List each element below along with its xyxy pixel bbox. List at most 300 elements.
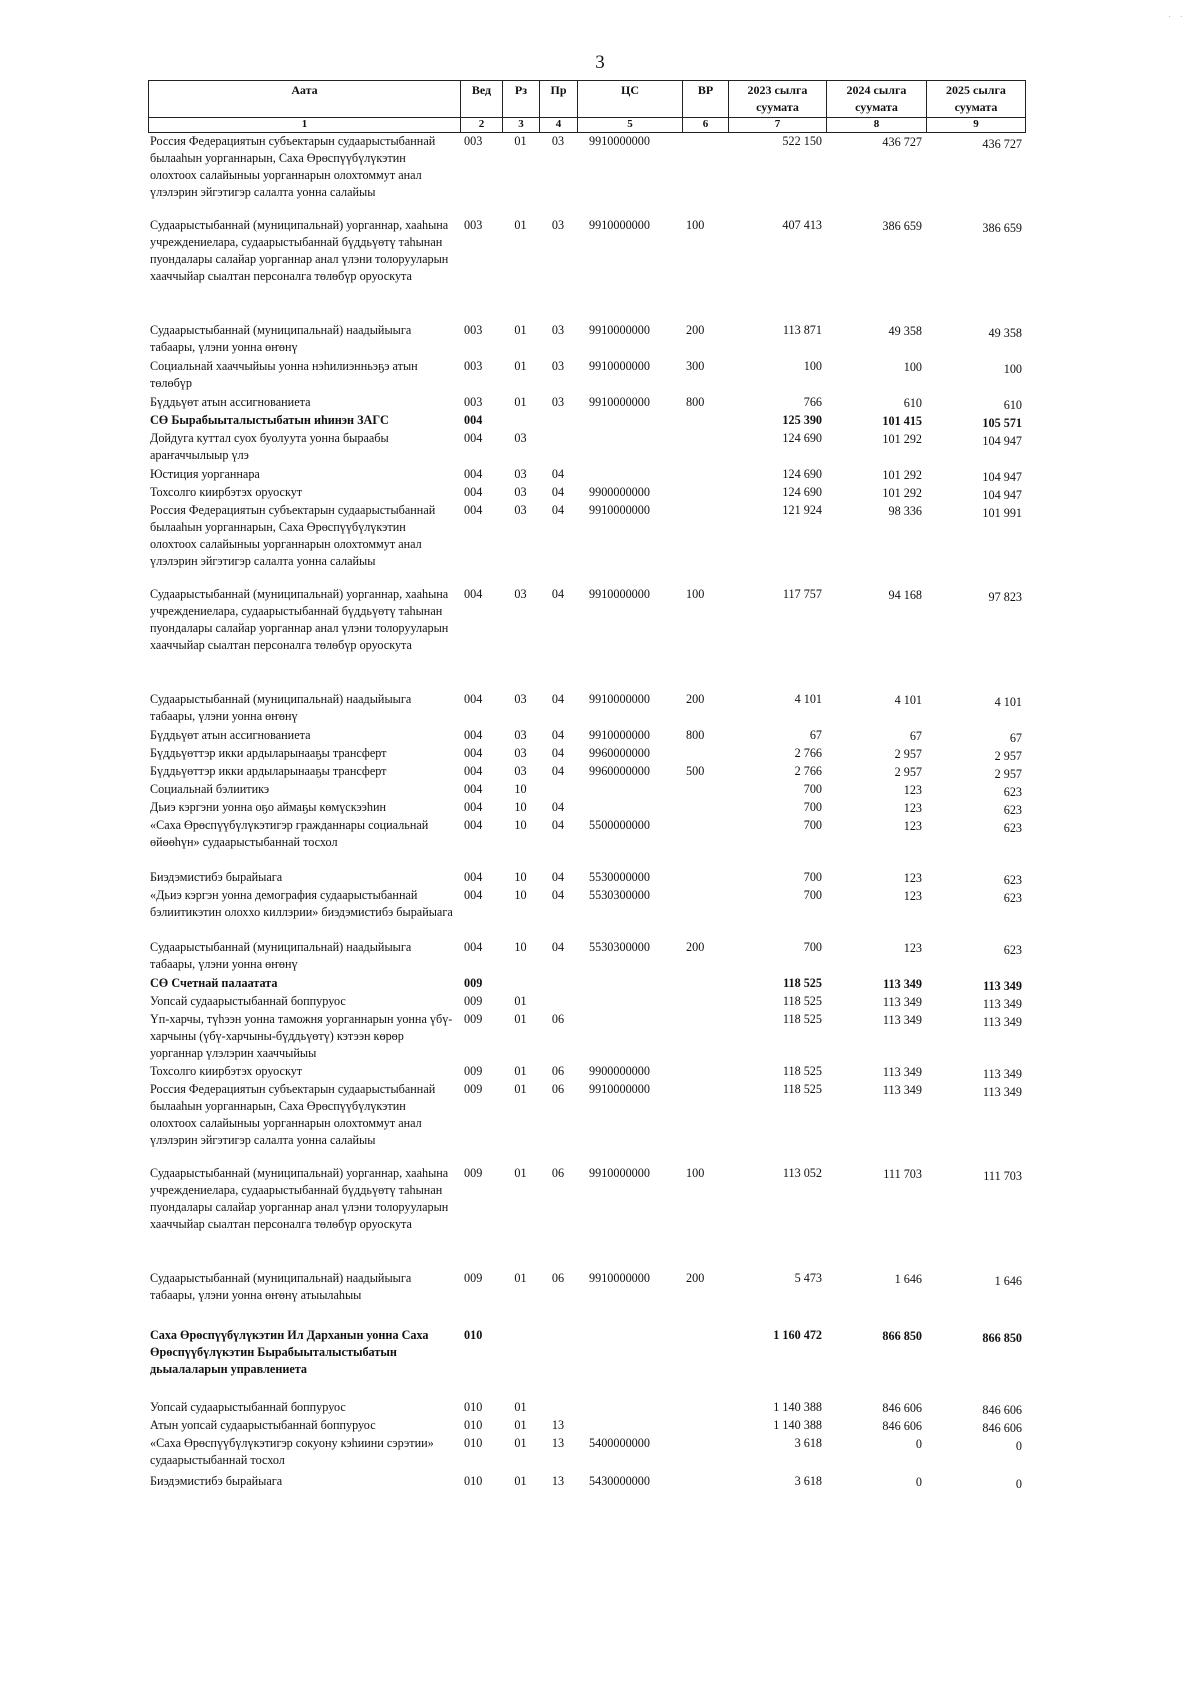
cell-y2025: 101 991: [982, 506, 1022, 520]
cell-vr: [682, 745, 728, 763]
cell-cs: [577, 975, 682, 993]
table-body: [148, 133, 1026, 1491]
cell-cs: 5500000000: [589, 818, 650, 832]
table-row: [148, 869, 1026, 887]
cell-rz: 10: [514, 818, 527, 832]
cell-y2025: 113 349: [982, 1085, 1022, 1099]
cell-y2025: 104 947: [982, 488, 1022, 502]
table-row: [148, 217, 1026, 322]
table-row: [148, 993, 1026, 1011]
cell-cs: [577, 781, 682, 799]
cell-name: «Саха Өрөспүүбүлүкэтигэр сокуону кэһиини сэрэтии» судаарыстыбаннай тосхол: [150, 1436, 434, 1467]
cell-rz: [502, 975, 539, 993]
column-number: 7: [728, 118, 826, 132]
cell-vr: 100: [686, 587, 705, 601]
cell-y2025: 846 606: [982, 1403, 1022, 1417]
cell-name: Юстиция уорганнара: [150, 467, 260, 481]
cell-name: Бүддьүөт атын ассигнованиета: [150, 728, 311, 742]
table-row: [148, 1011, 1026, 1063]
page-number: 3: [595, 52, 605, 73]
cell-y2024: 610: [903, 396, 922, 410]
table-row: [148, 939, 1026, 975]
cell-y2023: 121 924: [782, 503, 822, 517]
cell-y2024: 111 703: [883, 1167, 922, 1181]
cell-y2024: 94 168: [888, 588, 922, 602]
table-row: [148, 887, 1026, 939]
cell-ved: 004: [464, 746, 483, 760]
cell-rz: 03: [514, 467, 527, 481]
cell-y2024: 49 358: [888, 324, 922, 338]
cell-y2023: 407 413: [782, 218, 822, 232]
cell-ved: 004: [464, 782, 483, 796]
cell-pr: 06: [551, 1082, 565, 1096]
cell-name: Социальнай бэлиитикэ: [150, 782, 270, 796]
column-number: 4: [539, 118, 577, 132]
cell-vr: 200: [686, 323, 705, 337]
cell-y2024: 101 292: [882, 468, 922, 482]
cell-pr: 06: [551, 1064, 565, 1078]
cell-y2025: 623: [1003, 785, 1022, 799]
cell-name: Уопсай судаарыстыбаннай боппуруос: [150, 994, 346, 1008]
cell-cs: 9910000000: [589, 395, 650, 409]
cell-y2023: 117 757: [782, 587, 822, 601]
header-cell: Аата: [148, 81, 460, 117]
column-number: 5: [577, 118, 682, 132]
cell-vr: [682, 1473, 728, 1491]
cell-y2023: 1 140 388: [773, 1400, 822, 1414]
cell-pr: 06: [551, 1012, 565, 1026]
cell-cs: 5530300000: [589, 888, 650, 902]
column-number: 1: [148, 118, 460, 132]
cell-cs: 9910000000: [589, 503, 650, 517]
cell-y2024: 0: [915, 1475, 922, 1489]
cell-vr: [682, 1417, 728, 1435]
cell-cs: [577, 1417, 682, 1435]
cell-y2024: 113 349: [882, 1013, 922, 1027]
cell-cs: [577, 1399, 682, 1417]
cell-rz: 01: [514, 395, 527, 409]
cell-y2024: 866 850: [882, 1329, 922, 1343]
cell-ved: 003: [464, 395, 483, 409]
table-row: [148, 1270, 1026, 1327]
cell-name: «Дьиэ кэргэн уонна демография судаарыстыбаннай бэлиитикэтин олоххо киллэрии» биэдэмистибэ бырайыага: [150, 888, 453, 919]
cell-cs: 9910000000: [589, 1271, 650, 1285]
cell-rz: 10: [514, 800, 527, 814]
table-row: [148, 691, 1026, 727]
cell-ved: 003: [464, 218, 483, 232]
cell-pr: 04: [551, 728, 565, 742]
cell-y2023: 1 140 388: [773, 1418, 822, 1432]
cell-ved: 004: [464, 692, 483, 706]
cell-y2025: 4 101: [994, 695, 1022, 709]
cell-pr: [539, 412, 577, 430]
cell-pr: 04: [551, 467, 565, 481]
cell-y2023: 5 473: [794, 1271, 822, 1285]
cell-vr: [682, 975, 728, 993]
cell-pr: 03: [551, 218, 565, 232]
cell-rz: 01: [514, 1436, 527, 1450]
cell-ved: 004: [464, 503, 483, 517]
cell-name: Бүддьүөт атын ассигнованиета: [150, 395, 311, 409]
cell-rz: 01: [514, 1474, 527, 1488]
cell-rz: 01: [514, 323, 527, 337]
cell-y2023: 118 525: [783, 976, 822, 990]
cell-ved: 009: [464, 976, 483, 990]
cell-y2025: 113 349: [982, 1067, 1022, 1081]
cell-ved: 004: [464, 888, 483, 902]
cell-cs: 9910000000: [589, 692, 650, 706]
cell-ved: 010: [464, 1474, 483, 1488]
header-cell: Пр: [539, 81, 577, 117]
cell-cs: 9910000000: [589, 1082, 650, 1096]
cell-ved: 004: [464, 764, 483, 778]
table-row: [148, 358, 1026, 394]
cell-y2023: 118 525: [782, 1082, 822, 1096]
cell-pr: 04: [551, 503, 565, 517]
column-number: 8: [826, 118, 926, 132]
table-row: [148, 322, 1026, 358]
cell-vr: [682, 799, 728, 817]
cell-y2023: 100: [803, 359, 822, 373]
cell-y2025: 49 358: [988, 326, 1022, 340]
cell-cs: 5400000000: [589, 1436, 650, 1450]
cell-pr: 13: [551, 1474, 565, 1488]
cell-cs: [577, 430, 682, 466]
cell-ved: 010: [464, 1328, 483, 1342]
header-cell: 2023 сылга суумата: [728, 81, 826, 117]
cell-rz: 01: [514, 1012, 527, 1026]
cell-ved: 004: [464, 587, 483, 601]
cell-vr: 500: [686, 764, 705, 778]
header-cell: Рз: [502, 81, 539, 117]
cell-y2025: 623: [1003, 873, 1022, 887]
cell-cs: 5530000000: [589, 870, 650, 884]
cell-ved: 004: [464, 728, 483, 742]
cell-vr: 200: [686, 940, 705, 954]
column-number: 6: [682, 118, 728, 132]
cell-vr: [682, 466, 728, 484]
cell-pr: 03: [551, 359, 565, 373]
cell-vr: 200: [686, 692, 705, 706]
cell-rz: 03: [514, 485, 527, 499]
table-row: [148, 799, 1026, 817]
cell-y2023: 125 390: [782, 413, 822, 427]
cell-y2024: 2 957: [894, 747, 922, 761]
table-row: [148, 133, 1026, 217]
cell-name: Атын уопсай судаарыстыбаннай боппуруос: [150, 1418, 376, 1432]
cell-y2024: 436 727: [882, 135, 922, 149]
cell-y2025: 0: [1015, 1439, 1022, 1453]
cell-pr: [539, 430, 577, 466]
cell-y2024: 1 646: [894, 1272, 922, 1286]
table-row: [148, 502, 1026, 586]
cell-vr: 800: [686, 395, 705, 409]
cell-y2023: 766: [803, 395, 822, 409]
cell-name: Биэдэмистибэ бырайыага: [150, 1474, 283, 1488]
cell-y2025: 67: [1009, 731, 1022, 745]
cell-pr: 04: [551, 800, 565, 814]
cell-vr: 100: [686, 218, 705, 232]
cell-name: Саха Өрөспүүбүлүкэтин Ил Дарханын уонна Саха Өрөспүүбүлүкэтин Бырабыыталыстыбатын дьыалаларын управлениета: [150, 1328, 429, 1376]
cell-rz: 01: [514, 1064, 527, 1078]
cell-name: Судаарыстыбаннай (муниципальнай) наадыйыыга табаары, үлэни уонна өҥөнү: [150, 323, 412, 354]
cell-y2023: 3 618: [794, 1474, 822, 1488]
cell-ved: 004: [464, 800, 483, 814]
cell-vr: 300: [686, 359, 705, 373]
cell-rz: [502, 412, 539, 430]
cell-vr: [682, 430, 728, 466]
cell-cs: 9900000000: [589, 1064, 650, 1078]
table-row: [148, 975, 1026, 993]
table-row: [148, 1417, 1026, 1435]
cell-ved: 003: [464, 134, 483, 148]
table-row: [148, 586, 1026, 691]
cell-y2024: 386 659: [882, 219, 922, 233]
cell-name: Биэдэмистибэ бырайыага: [150, 870, 283, 884]
table-row: [148, 1399, 1026, 1417]
cell-name: Бүддьүөттэр икки ардыларынааҕы трансферт: [150, 764, 387, 778]
cell-pr: 03: [551, 134, 565, 148]
cell-rz: 03: [514, 746, 527, 760]
cell-y2023: 522 150: [782, 134, 822, 148]
cell-name: Үп-харчы, түһээн уонна таможня уорганнарын уонна үбү-харчыны (үбү-харчыны-бүддьүөтү) кэтээн көрөр уорганнар үлэлэрин хааччыйыы: [150, 1012, 453, 1060]
cell-cs: [577, 993, 682, 1011]
cell-rz: 10: [514, 940, 527, 954]
cell-cs: 9910000000: [589, 587, 650, 601]
cell-ved: 009: [464, 1012, 483, 1026]
cell-rz: 03: [514, 764, 527, 778]
table-row: [148, 466, 1026, 484]
cell-rz: 03: [514, 587, 527, 601]
cell-y2025: 113 349: [982, 1015, 1022, 1029]
cell-vr: [682, 887, 728, 939]
cell-y2024: 113 349: [882, 1083, 922, 1097]
cell-y2023: 1 160 472: [773, 1328, 822, 1342]
cell-ved: 004: [464, 413, 483, 427]
cell-pr: 04: [551, 818, 565, 832]
cell-y2024: 123: [903, 889, 922, 903]
cell-vr: [682, 1063, 728, 1081]
cell-pr: [539, 993, 577, 1011]
table-row: [148, 1063, 1026, 1081]
cell-ved: 010: [464, 1400, 483, 1414]
cell-cs: [577, 799, 682, 817]
table-row: [148, 727, 1026, 745]
cell-vr: 800: [686, 728, 705, 742]
cell-rz: 03: [514, 503, 527, 517]
cell-y2023: 700: [803, 800, 822, 814]
cell-y2025: 2 957: [994, 749, 1022, 763]
cell-pr: [539, 781, 577, 799]
cell-y2023: 700: [803, 888, 822, 902]
table-row: [148, 484, 1026, 502]
cell-y2023: 700: [803, 818, 822, 832]
cell-rz: 01: [514, 218, 527, 232]
cell-rz: 01: [514, 134, 527, 148]
cell-cs: 9910000000: [589, 323, 650, 337]
cell-cs: [577, 466, 682, 484]
cell-cs: 9960000000: [589, 746, 650, 760]
cell-cs: 9910000000: [589, 359, 650, 373]
table-row: [148, 817, 1026, 869]
table-row: [148, 430, 1026, 466]
cell-y2024: 123: [903, 783, 922, 797]
cell-pr: 04: [551, 485, 565, 499]
cell-rz: 01: [514, 1418, 527, 1432]
cell-pr: 04: [551, 746, 565, 760]
cell-name: СӨ Счетнай палаатата: [150, 976, 278, 990]
cell-y2023: 67: [809, 728, 822, 742]
cell-rz: 10: [514, 888, 527, 902]
cell-y2025: 113 349: [982, 997, 1022, 1011]
cell-vr: [682, 993, 728, 1011]
cell-y2025: 623: [1003, 943, 1022, 957]
cell-ved: 004: [464, 870, 483, 884]
cell-ved: 009: [464, 1166, 483, 1180]
cell-y2023: 2 766: [794, 746, 822, 760]
header-cell: 2024 сылга суумата: [826, 81, 926, 117]
cell-pr: 13: [551, 1436, 565, 1450]
table-row: [148, 1435, 1026, 1473]
cell-vr: [682, 1081, 728, 1165]
cell-vr: 200: [686, 1271, 705, 1285]
cell-y2024: 98 336: [888, 504, 922, 518]
cell-y2023: 3 618: [794, 1436, 822, 1450]
cell-y2023: 700: [803, 870, 822, 884]
cell-y2024: 123: [903, 871, 922, 885]
cell-name: Социальнай хааччыйыы уонна нэһилиэнньэҕэ атын төлөбүр: [150, 359, 418, 390]
table-row: [148, 745, 1026, 763]
cell-y2023: 118 525: [782, 1064, 822, 1078]
cell-y2024: 101 292: [882, 486, 922, 500]
cell-rz: 01: [514, 1166, 527, 1180]
cell-rz: 03: [514, 431, 527, 445]
cell-y2025: 100: [1003, 362, 1022, 376]
cell-name: Тохсолго киирбэтэх оруоскут: [150, 485, 303, 499]
cell-y2024: 846 606: [882, 1401, 922, 1415]
cell-pr: [539, 1399, 577, 1417]
cell-y2025: 113 349: [983, 979, 1022, 993]
cell-y2023: 2 766: [794, 764, 822, 778]
cell-y2023: 124 690: [782, 467, 822, 481]
table-row: [148, 781, 1026, 799]
cell-y2024: 2 957: [894, 765, 922, 779]
cell-y2024: 67: [909, 729, 922, 743]
cell-name: Судаарыстыбаннай (муниципальнай) наадыйыыга табаары, үлэни уонна өҥөнү: [150, 940, 412, 971]
cell-y2024: 101 415: [882, 414, 922, 428]
cell-cs: 9900000000: [589, 485, 650, 499]
table-header: [148, 80, 1026, 117]
cell-pr: 04: [551, 940, 565, 954]
cell-vr: [682, 133, 728, 217]
header-cell: Вед: [460, 81, 502, 117]
cell-y2024: 101 292: [882, 432, 922, 446]
cell-y2025: 104 947: [982, 470, 1022, 484]
cell-y2025: 111 703: [983, 1169, 1022, 1183]
table-row: [148, 1327, 1026, 1399]
cell-ved: 004: [464, 431, 483, 445]
cell-rz: 01: [514, 1271, 527, 1285]
cell-ved: 004: [464, 940, 483, 954]
cell-ved: 004: [464, 485, 483, 499]
column-number: 2: [460, 118, 502, 132]
cell-name: Россия Федерациятын субъектарын судаарыстыбаннай былааһын уорганнарын, Саха Өрөспүүбүлүкэтин олохтоох салайыныы уорганнарын олохтоммут анал үлэлэрин эйгэтигэр салалта уонна салайыы: [150, 134, 436, 199]
cell-ved: 010: [464, 1436, 483, 1450]
cell-name: Судаарыстыбаннай (муниципальнай) наадыйыыга табаары, үлэни уонна өҥөнү: [150, 692, 412, 723]
cell-y2024: 0: [915, 1437, 922, 1451]
cell-pr: 03: [551, 395, 565, 409]
cell-rz: [502, 1327, 539, 1399]
cell-y2025: 0: [1015, 1477, 1022, 1491]
cell-name: Бүддьүөттэр икки ардыларынааҕы трансферт: [150, 746, 387, 760]
table-row: [148, 1081, 1026, 1165]
table-row: [148, 763, 1026, 781]
cell-y2023: 700: [803, 940, 822, 954]
cell-name: Судаарыстыбаннай (муниципальнай) уорганнар, хааһына учреждениелара, судаарыстыбаннай бүддьүөтү таһынан пуондалары салайар уорганнар анал үлэни толорууларын хааччыйар сыалтан персоналга төлөбүр оруоскута: [150, 1166, 449, 1231]
cell-y2023: 124 690: [782, 485, 822, 499]
cell-ved: 009: [464, 1082, 483, 1096]
cell-cs: 9910000000: [589, 134, 650, 148]
column-number: 3: [502, 118, 539, 132]
cell-y2024: 113 349: [882, 995, 922, 1009]
cell-name: Дьиэ кэргэни уонна оҕо аймаҕы көмүскээһин: [150, 800, 387, 814]
cell-y2025: 1 646: [994, 1274, 1022, 1288]
corner-marks: · ·: [1167, 12, 1186, 23]
cell-y2024: 113 349: [882, 1065, 922, 1079]
cell-name: Тохсолго киирбэтэх оруоскут: [150, 1064, 303, 1078]
cell-vr: [682, 484, 728, 502]
cell-y2023: 118 525: [782, 1012, 822, 1026]
cell-vr: [682, 1435, 728, 1473]
cell-ved: 004: [464, 818, 483, 832]
cell-y2025: 866 850: [982, 1331, 1022, 1345]
cell-y2023: 118 525: [782, 994, 822, 1008]
header-cell: ЦС: [577, 81, 682, 117]
cell-cs: 5530300000: [589, 940, 650, 954]
cell-rz: 01: [514, 359, 527, 373]
cell-y2025: 623: [1003, 821, 1022, 835]
cell-vr: [682, 412, 728, 430]
cell-name: Судаарыстыбаннай (муниципальнай) уорганнар, хааһына учреждениелара, судаарыстыбаннай бүддьүөтү таһынан пуондалары салайар уорганнар анал үлэни толорууларын хааччыйар сыалтан персоналга төлөбүр оруоскута: [150, 218, 449, 283]
cell-rz: 10: [514, 782, 527, 796]
cell-vr: [682, 817, 728, 869]
cell-pr: 04: [551, 888, 565, 902]
cell-ved: 003: [464, 359, 483, 373]
cell-y2025: 104 947: [982, 434, 1022, 448]
cell-name: Уопсай судаарыстыбаннай боппуруос: [150, 1400, 346, 1414]
cell-y2025: 846 606: [982, 1421, 1022, 1435]
cell-name: Россия Федерациятын субъектарын судаарыстыбаннай былааһын уорганнарын, Саха Өрөспүүбүлүкэтин олохтоох салайыныы уорганнарын олохтоммут анал үлэлэрин эйгэтигэр салалта уонна салайыы: [150, 503, 436, 568]
cell-name: Судаарыстыбаннай (муниципальнай) уорганнар, хааһына учреждениелара, судаарыстыбаннай бүддьүөтү таһынан пуондалары салайар уорганнар анал үлэни толорууларын хааччыйар сыалтан персоналга төлөбүр оруоскута: [150, 587, 449, 652]
budget-table: [148, 80, 1026, 1491]
cell-y2024: 100: [903, 360, 922, 374]
cell-cs: [577, 1327, 682, 1399]
cell-pr: 04: [551, 692, 565, 706]
table-row: [148, 394, 1026, 412]
cell-ved: 004: [464, 467, 483, 481]
cell-vr: [682, 1327, 728, 1399]
cell-pr: 04: [551, 587, 565, 601]
cell-cs: 9910000000: [589, 1166, 650, 1180]
cell-y2025: 2 957: [994, 767, 1022, 781]
cell-y2023: 124 690: [782, 431, 822, 445]
column-number-row: [148, 117, 1026, 133]
cell-rz: 01: [514, 994, 527, 1008]
cell-rz: 01: [514, 1082, 527, 1096]
cell-y2025: 623: [1003, 803, 1022, 817]
cell-rz: 01: [514, 1400, 527, 1414]
cell-pr: 06: [551, 1166, 565, 1180]
